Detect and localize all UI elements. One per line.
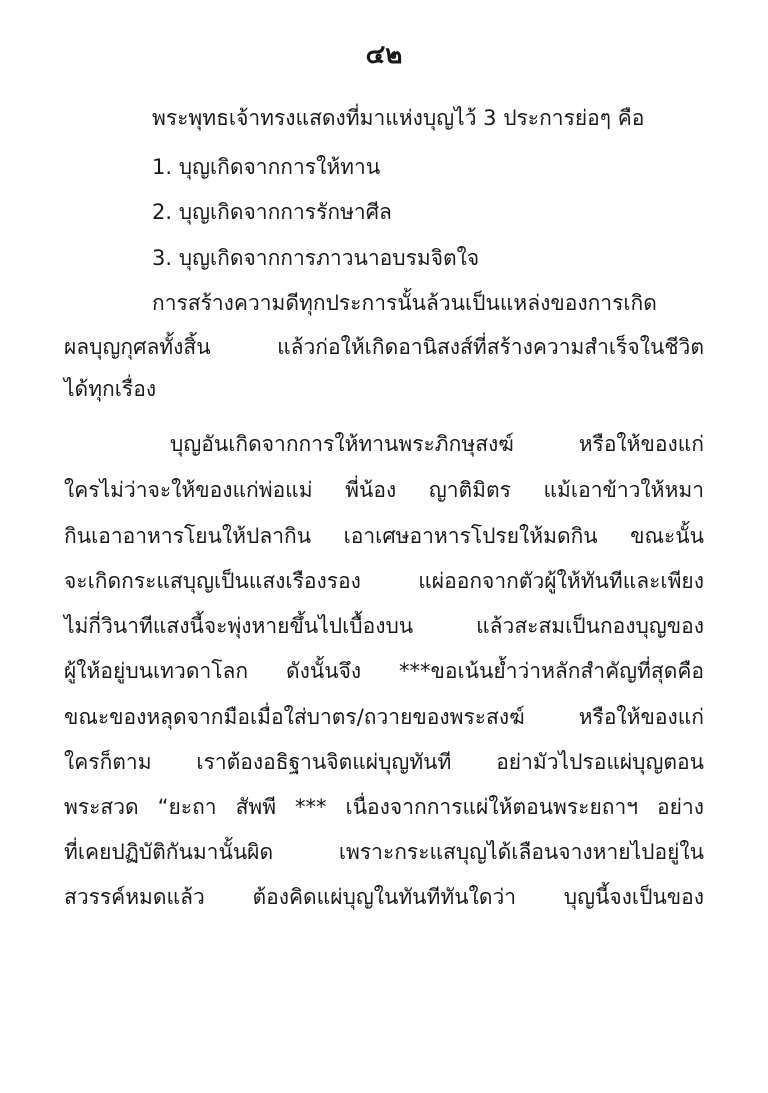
paragraph-line: สวรรค์หมดแล้ว ต้องคิดแผ่บุญในทันทีทันใดว่า บุญนี้จงเป็นของ (64, 885, 704, 909)
list-item (152, 147, 704, 187)
list-item-text: บุญเกิดจากการรักษาศีล (178, 200, 392, 224)
paragraph-line: พระสวด “ยะถา สัพพี *** เนื่องจากการแผ่ให้ตอนพระยถาฯ อย่าง (64, 795, 704, 819)
list-item-text: บุญเกิดจากการภาวนาอบรมจิตใจ (178, 246, 480, 270)
paragraph-line: ขณะของหลุดจากมือเมื่อใส่บาตร/ถวายของพระสงฆ์ หรือให้ของแก่ (64, 705, 704, 729)
paragraph-line: ผู้ให้อยู่บนเทวดาโลก ดังนั้นจึง ***ขอเน้นย้ำว่าหลักสำคัญที่สุดคือ (64, 659, 704, 683)
list-item-number: 1. (152, 155, 173, 179)
paragraph-line: การสร้างความดีทุกประการนั้นล้วนเป็นแหล่งของการเกิด (152, 291, 657, 315)
paragraph-line: ที่เคยปฏิบัติกันมานั้นผิด เพราะกระแสบุญได้เลือนจางหายไปอยู่ใน (64, 840, 704, 864)
list-item (152, 192, 704, 232)
paragraph-line: ใครไม่ว่าจะให้ของแก่พ่อแม่ พี่น้อง ญาติมิตร แม้เอาข้าวให้หมา (64, 478, 704, 502)
paragraph-line: ใครก็ตาม เราต้องอธิฐานจิตแผ่บุญทันที อย่ามัวไปรอแผ่บุญตอน (64, 750, 704, 774)
intro-line: พระพุทธเจ้าทรงแสดงที่มาแห่งบุญไว้ 3 ประการย่อๆ คือ (152, 106, 645, 130)
paragraph-line: ผลบุญกุศลทั้งสิ้น แล้วก่อให้เกิดอานิสงส์ที่สร้างความสำเร็จในชีวิต (64, 335, 704, 359)
paragraph-line: กินเอาอาหารโยนให้ปลากิน เอาเศษอาหารโปรยให้มดกิน ขณะนั้น (64, 524, 704, 548)
list-item-number: 3. (152, 246, 173, 270)
page-number: ๔๒ (365, 40, 403, 70)
paragraph-line: จะเกิดกระแสบุญเป็นแสงเรืองรอง แผ่ออกจากตัวผู้ให้ทันทีและเพียง (64, 569, 704, 593)
list-item (152, 238, 704, 278)
paragraph-line: ไม่กี่วินาทีแสงนี้จะพุ่งหายขึ้นไปเบื้องบน แล้วสะสมเป็นกองบุญของ (64, 614, 704, 638)
list-item-text: บุญเกิดจากการให้ทาน (178, 155, 381, 179)
paragraph-line: บุญอันเกิดจากการให้ทานพระภิกษุสงฆ์ หรือให้ของแก่ (170, 432, 704, 456)
list-item-number: 2. (152, 200, 173, 224)
paragraph-line: ได้ทุกเรื่อง (64, 377, 157, 401)
